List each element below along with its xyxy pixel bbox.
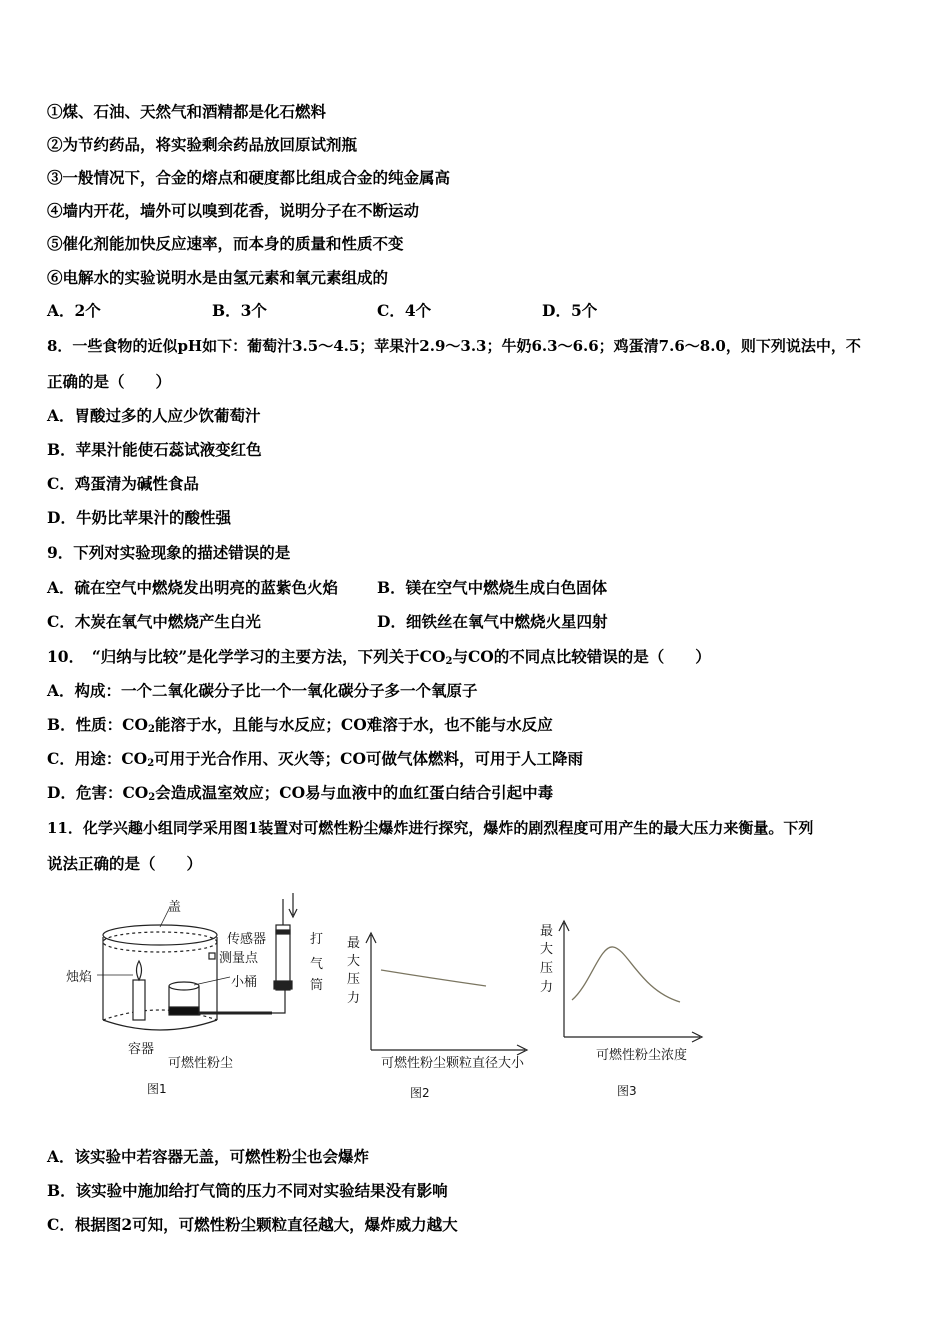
q10-option-b-sub: 2 [147, 724, 155, 735]
q9-option-c[interactable]: C．木炭在氧气中燃烧产生白光 [47, 612, 261, 631]
q10-stem [47, 647, 711, 672]
q8-option-b[interactable]: B．苹果汁能使石蕊试液变红色 [47, 440, 262, 459]
q11-stem-line1: 11．化学兴趣小组同学采用图1装置对可燃性粉尘爆炸进行探究，爆炸的剧烈程度可用产生的最大压力来衡量。下列 [47, 819, 814, 837]
fig1-caption: 图1 [147, 1082, 167, 1096]
q10-option-c-b: 可用于光合作用、灭火等；CO可做气体燃料，可用于人工降雨 [154, 749, 583, 768]
fig3-curve [572, 947, 680, 1002]
dust-layer [169, 1007, 199, 1015]
q10-stem-b: 与CO的不同点比较错误的是（ ） [452, 647, 711, 666]
fig2-ylabel-1: 最 [347, 936, 361, 951]
pump-body [276, 925, 290, 990]
fig1-container-label: 容器 [128, 1042, 155, 1057]
fig2-curve [381, 970, 486, 986]
fig1-dust-label: 可燃性粉尘 [168, 1056, 234, 1071]
fig1-measure-label: 测量点 [219, 951, 259, 966]
fig3-chart [540, 921, 702, 1098]
fig3-caption: 图3 [617, 1084, 637, 1098]
q11-option-a[interactable]: A．该实验中若容器无盖，可燃性粉尘也会爆炸 [47, 1147, 370, 1166]
q10-option-d-sub: 2 [148, 792, 156, 803]
q7-statement-3: ③一般情况下，合金的熔点和硬度都比组成合金的纯金属高 [47, 168, 451, 187]
air-tube-bend [272, 990, 285, 1013]
q7-statement-6: ⑥电解水的实验说明水是由氢元素和氧元素组成的 [47, 268, 389, 287]
q8-option-c[interactable]: C．鸡蛋清为碱性食品 [47, 474, 199, 493]
candle-body [133, 980, 145, 1020]
q7-statement-2: ②为节约药品，将实验剩余药品放回原试剂瓶 [47, 135, 358, 154]
q10-option-d[interactable] [47, 783, 553, 808]
fig1-pump-label-1: 打 [310, 932, 324, 947]
q10-option-a[interactable]: A．构成：一个二氧化碳分子比一个一氧化碳分子多一个氧原子 [47, 681, 478, 700]
fig3-xlabel: 可燃性粉尘浓度 [596, 1048, 688, 1063]
fig2-ylabel-4: 力 [347, 991, 361, 1006]
q10-option-d-a: D．危害：CO [47, 783, 149, 802]
fig2-caption: 图2 [410, 1086, 430, 1100]
q10-option-c-sub: 2 [147, 758, 155, 769]
q10-stem-sub: 2 [445, 656, 453, 667]
q7-statement-1: ①煤、石油、天然气和酒精都是化石燃料 [47, 102, 327, 121]
fig3-ylabel-4: 力 [540, 980, 554, 995]
q8-stem-line1: 8．一些食物的近似pH如下：葡萄汁3.5～4.5；苹果汁2.9～3.3；牛奶6.3～6.6；鸡蛋清7.6～8.0，则下列说法中，不 [47, 337, 861, 355]
q10-option-c[interactable] [47, 749, 583, 774]
q11-stem-line2: 说法正确的是（ ） [47, 854, 203, 873]
fig3-ylabel-1: 最 [540, 924, 554, 939]
q8-option-a[interactable]: A．胃酸过多的人应少饮葡萄汁 [47, 406, 261, 425]
measure-point-box [209, 953, 215, 959]
container-bottom [103, 1020, 217, 1030]
q10-option-c-a: C．用途：CO [47, 749, 148, 768]
q11-option-b[interactable]: B．该实验中施加给打气筒的压力不同对实验结果没有影响 [47, 1181, 448, 1200]
q7-statement-5: ⑤催化剂能加快反应速率，而本身的质量和性质不变 [47, 234, 404, 253]
fig1-candle-label: 烛焰 [66, 970, 93, 985]
q10-option-b-a: B．性质：CO [47, 715, 148, 734]
q7-statement-4: ④墙内开花，墙外可以嗅到花香，说明分子在不断运动 [47, 201, 420, 220]
q10-option-b-b: 能溶于水，且能与水反应；CO难溶于水，也不能与水反应 [154, 715, 553, 734]
fig1-lid-label: 盖 [168, 900, 182, 915]
q9-stem: 9．下列对实验现象的描述错误的是 [47, 543, 291, 562]
q9-option-d[interactable]: D．细铁丝在氧气中燃烧火星四射 [377, 612, 608, 631]
fig1-sensor-label: 传感器 [227, 932, 267, 947]
fig3-ylabel-3: 压 [540, 961, 554, 976]
q10-stem-a: 10． “归纳与比较”是化学学习的主要方法，下列关于CO [47, 647, 446, 666]
q8-option-d[interactable]: D．牛奶比苹果汁的酸性强 [47, 508, 231, 527]
q11-option-c[interactable]: C．根据图2可知，可燃性粉尘颗粒直径越大，爆炸威力越大 [47, 1215, 458, 1234]
fig2-chart [347, 933, 527, 1100]
candle-flame [137, 961, 142, 980]
fig2-ylabel-3: 压 [347, 972, 361, 987]
bucket-leader [194, 977, 230, 985]
fig1-pump-label-3: 筒 [310, 978, 324, 993]
q8-stem-line2: 正确的是（ ） [47, 372, 172, 391]
q10-option-b[interactable] [47, 715, 553, 740]
fig2-xlabel: 可燃性粉尘颗粒直径大小 [381, 1056, 525, 1071]
q7-option-b[interactable]: B．3个 [212, 301, 267, 320]
pump-piston [276, 930, 290, 934]
q7-option-d[interactable]: D．5个 [542, 301, 598, 320]
fig2-ylabel-2: 大 [347, 954, 361, 969]
fig1-bucket-label: 小桶 [231, 975, 258, 990]
q11-figure [0, 885, 950, 1110]
fig1-pump-label-2: 气 [310, 957, 324, 972]
bucket-top [169, 982, 199, 990]
q7-option-c[interactable]: C．4个 [377, 301, 432, 320]
q7-option-a[interactable]: A．2个 [47, 301, 101, 320]
q9-option-b[interactable]: B．镁在空气中燃烧生成白色固体 [377, 578, 608, 597]
q10-option-d-b: 会造成温室效应；CO易与血液中的血红蛋白结合引起中毒 [155, 783, 554, 802]
fig3-ylabel-2: 大 [540, 942, 554, 957]
q9-option-a[interactable]: A．硫在空气中燃烧发出明亮的蓝紫色火焰 [47, 578, 339, 597]
pump-base [274, 981, 292, 989]
fig1-apparatus [97, 893, 297, 1030]
